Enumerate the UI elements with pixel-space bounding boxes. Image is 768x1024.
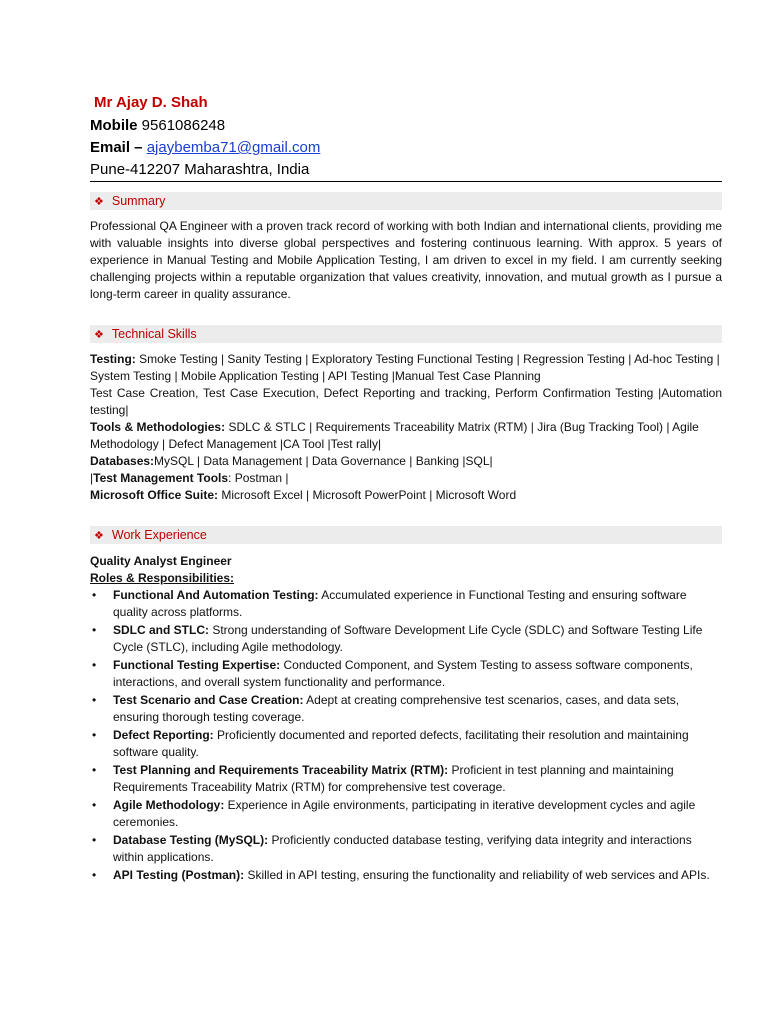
responsibility-label: Test Planning and Requirements Traceability Matrix (RTM):	[113, 763, 449, 777]
email-link[interactable]: ajaybemba71@gmail.com	[146, 139, 321, 156]
list-item	[90, 622, 722, 656]
responsibility-text: Proficient in test planning and maintaining Requirements Traceability Matrix (RTM) for comprehensive test coverage.	[113, 763, 674, 794]
skills-tools-text: SDLC & STLC | Requirements Traceability Matrix (RTM) | Jira (Bug Tracking Tool) | Agile Methodology | Defect Management |CA Tool |Test rally|	[90, 420, 699, 451]
list-item	[90, 587, 722, 621]
skills-office-label: Microsoft Office Suite:	[90, 488, 219, 502]
responsibility-text: Experience in Agile environments, participating in iterative development cycles and agile ceremonies.	[113, 798, 696, 829]
list-item	[90, 762, 722, 796]
list-item	[90, 867, 722, 884]
responsibilities-heading: Roles & Responsibilities:	[90, 571, 235, 585]
responsibility-label: Functional Testing Expertise:	[113, 658, 281, 672]
skills-block	[90, 351, 722, 504]
skills-testing-label: Testing:	[90, 352, 136, 366]
email-label: Email –	[90, 139, 143, 156]
bullet-icon: •	[92, 658, 97, 672]
diamond-bullet-icon: ❖	[94, 196, 104, 208]
email-line	[90, 137, 724, 159]
skills-tm-prefix: |	[90, 471, 94, 485]
experience-heading: Work Experience	[111, 528, 207, 542]
responsibilities-list	[90, 587, 722, 884]
skills-testing-text: Smoke Testing | Sanity Testing | Exploratory Testing Functional Testing | Regression Testing | Ad-hoc Testing | System Testing | Mobile Application Testing | API Testing |Manual Test Case Planning	[90, 352, 720, 383]
skills-heading: Technical Skills	[111, 327, 197, 341]
responsibility-label: API Testing (Postman):	[113, 868, 245, 882]
list-item	[90, 657, 722, 691]
responsibility-text: Accumulated experience in Functional Testing and ensuring software quality across platforms.	[113, 588, 687, 619]
mobile-value: 9561086248	[141, 117, 226, 134]
bullet-icon: •	[92, 798, 97, 812]
skills-testing-extra: Test Case Creation, Test Case Execution, Defect Reporting and tracking, Perform Confirmation Testing |Automation testing|	[90, 386, 722, 417]
skills-databases	[90, 453, 722, 470]
skills-tools	[90, 419, 722, 453]
mobile-line	[90, 115, 724, 137]
bullet-icon: •	[92, 868, 97, 882]
summary-text: Professional QA Engineer with a proven track record of working with both Indian and international clients, providing me with valuable insights into diverse global perspectives and fostering continuous learning. With approx. 5 years of experience in Manual Testing and Mobile Application Testing, I am driven to excel in my field. I am currently seeking challenging projects within a reputable organization that values creativity, innovation, and mutual growth as I pursue a long-term career in quality assurance.	[90, 219, 722, 301]
address: Pune-412207 Maharashtra, India	[90, 159, 722, 182]
skills-heading-bar	[90, 325, 722, 343]
responsibility-label: Agile Methodology:	[113, 798, 225, 812]
responsibility-text: Skilled in API testing, ensuring the functionality and reliability of web services and APIs.	[247, 868, 710, 882]
bullet-icon: •	[92, 728, 97, 742]
summary-heading: Summary	[111, 194, 166, 208]
diamond-bullet-icon: ❖	[94, 329, 104, 341]
responsibility-text: Proficiently documented and reported defects, facilitating their resolution and maintaining software quality.	[113, 728, 689, 759]
responsibility-label: Database Testing (MySQL):	[113, 833, 269, 847]
skills-tools-label: Tools & Methodologies:	[90, 420, 226, 434]
responsibility-label: SDLC and STLC:	[113, 623, 209, 637]
responsibility-label: Test Scenario and Case Creation:	[113, 693, 304, 707]
list-item	[90, 692, 722, 726]
diamond-bullet-icon: ❖	[94, 530, 104, 542]
bullet-icon: •	[92, 588, 97, 602]
skills-office-text: Microsoft Excel | Microsoft PowerPoint | Microsoft Word	[221, 488, 517, 502]
skills-tm-label: Test Management Tools	[93, 471, 229, 485]
job-role: Quality Analyst Engineer	[90, 554, 232, 568]
skills-test-management	[90, 470, 722, 487]
list-item	[90, 832, 722, 866]
skills-office	[90, 487, 722, 504]
experience-block	[90, 553, 722, 885]
bullet-icon: •	[92, 833, 97, 847]
responsibility-text: Adept at creating comprehensive test scenarios, cases, and data sets, ensuring thorough testing coverage.	[113, 693, 680, 724]
summary-heading-bar	[90, 192, 722, 210]
contact-header	[90, 94, 724, 182]
skills-db-label: Databases:	[90, 454, 155, 468]
responsibility-text: Conducted Component, and System Testing to assess software components, interactions, and overall system functionality and performance.	[113, 658, 693, 689]
experience-heading-bar	[90, 526, 722, 544]
skills-testing	[90, 351, 722, 385]
list-item	[90, 727, 722, 761]
bullet-icon: •	[92, 623, 97, 637]
mobile-label: Mobile	[90, 117, 138, 134]
responsibility-label: Defect Reporting:	[113, 728, 214, 742]
candidate-name: Mr Ajay D. Shah	[94, 94, 208, 111]
bullet-icon: •	[92, 763, 97, 777]
responsibility-label: Functional And Automation Testing:	[113, 588, 319, 602]
responsibility-text: Proficiently conducted database testing, verifying data integrity and interactions within applications.	[113, 833, 692, 864]
list-item	[90, 797, 722, 831]
responsibility-text: Strong understanding of Software Development Life Cycle (SDLC) and Software Testing Life Cycle (STLC), including Agile methodology.	[113, 623, 703, 654]
skills-db-text: MySQL | Data Management | Data Governance | Banking |SQL|	[154, 454, 493, 468]
bullet-icon: •	[92, 693, 97, 707]
skills-tm-text: : Postman |	[228, 471, 289, 485]
